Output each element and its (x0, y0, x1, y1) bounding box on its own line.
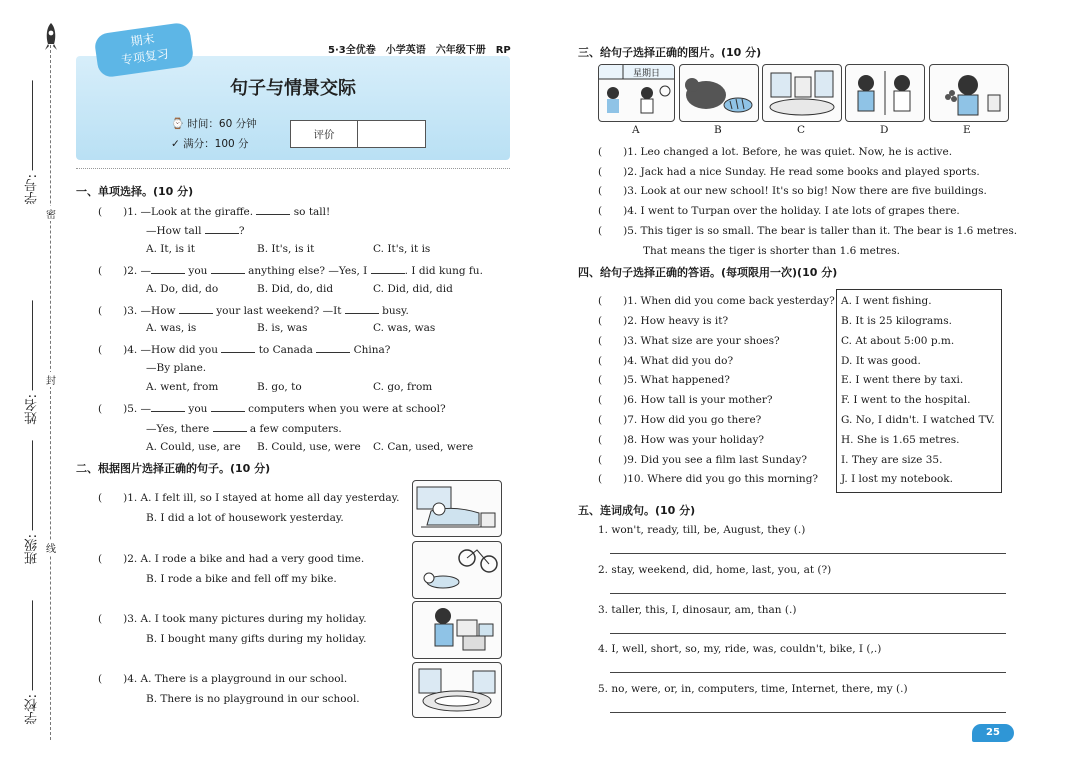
q1-option-b: B. It's, is it (257, 243, 315, 255)
pic-q2-option-a: ( )2. A. I rode a bike and had a very good time. (98, 553, 365, 565)
answer-blank[interactable] (211, 400, 245, 412)
school-field[interactable]: 学校: (23, 600, 42, 724)
s3-item-1: ( )1. Leo changed a lot. Before, he was quiet. Now, he is active. (598, 146, 953, 158)
q1-stem: ( )1. —Look at the giraffe. so tall! (98, 203, 330, 219)
q5-option-c: C. Can, used, were (373, 441, 474, 453)
s3-item-2: ( )2. Jack had a nice Sunday. He read some books and played sports. (598, 166, 980, 178)
s4-question-9: ( )9. Did you see a film last Sunday? (598, 454, 807, 466)
picture-b-bear-tiger (679, 64, 759, 122)
answer-b: B. It is 25 kilograms. (841, 315, 952, 327)
pic-q3-option-b: B. I bought many gifts during my holiday. (146, 633, 367, 645)
pic-q1-option-b: B. I did a lot of housework yesterday. (146, 512, 344, 524)
answer-e: E. I went there by taxi. (841, 374, 964, 386)
sick-in-bed-picture (412, 480, 502, 537)
s4-question-1: ( )1. When did you come back yesterday? (598, 295, 835, 307)
picture-c-new-school (762, 64, 842, 122)
seal-mark: 密 (46, 206, 56, 221)
q3-stem: ( )3. —How your last weekend? —It busy. (98, 302, 409, 318)
line-mark: 线 (46, 540, 56, 555)
q5-option-b: B. Could, use, were (257, 441, 361, 453)
s4-question-7: ( )7. How did you go there? (598, 414, 762, 426)
picture-a-sunday (598, 64, 675, 122)
page-number: 25 (972, 724, 1014, 742)
page-title: 句子与情景交际 (230, 78, 356, 99)
s3-item-3: ( )3. Look at our new school! It's so big! Now there are five buildings. (598, 185, 987, 197)
rating-box[interactable]: 评价 (290, 120, 426, 148)
s5-answer-line-1[interactable] (610, 553, 1006, 554)
s4-question-8: ( )8. How was your holiday? (598, 434, 765, 446)
header-divider (76, 168, 510, 169)
close-mark: 封 (46, 372, 56, 387)
answer-i: I. They are size 35. (841, 454, 943, 466)
answer-blank[interactable] (205, 222, 239, 234)
rocket-icon (42, 22, 60, 52)
final-review-badge: 期末 专项复习 (93, 22, 194, 79)
s4-question-6: ( )6. How tall is your mother? (598, 394, 773, 406)
answer-blank[interactable] (256, 203, 290, 215)
q3-option-a: A. was, is (146, 322, 197, 334)
s5-answer-line-2[interactable] (610, 593, 1006, 594)
answer-f: F. I went to the hospital. (841, 394, 971, 406)
answer-h: H. She is 1.65 metres. (841, 434, 960, 446)
answer-g: G. No, I didn't. I watched TV. (841, 414, 995, 426)
school-playground-picture (412, 662, 502, 718)
class-field[interactable]: 班级: (23, 440, 42, 564)
s4-question-2: ( )2. How heavy is it? (598, 315, 729, 327)
s5-answer-line-3[interactable] (610, 633, 1006, 634)
answer-j: J. I lost my notebook. (841, 473, 953, 485)
q2-stem: ( )2. — you anything else? —Yes, I . I did kung fu. (98, 262, 483, 278)
gifts-shopping-picture (412, 601, 502, 659)
q3-option-c: C. was, was (373, 322, 436, 334)
answer-d: D. It was good. (841, 355, 921, 367)
s5-words-3: 3. taller, this, I, dinosaur, am, than (.) (598, 604, 797, 616)
picture-d-quiet-active (845, 64, 925, 122)
pic-q4-option-b: B. There is no playground in our school. (146, 693, 360, 705)
picture-label-b: B (714, 124, 722, 136)
section1-title: 一、单项选择。(10 分) (76, 185, 194, 198)
picture-label-a: A (632, 124, 640, 136)
picture-label-e: E (963, 124, 971, 136)
section2-title: 二、根据图片选择正确的句子。(10 分) (76, 462, 271, 475)
section3-title: 三、给句子选择正确的图片。(10 分) (578, 46, 762, 59)
answer-c: C. At about 5:00 p.m. (841, 335, 955, 347)
score-info: ✓ 满分：100 分 (171, 138, 249, 150)
answer-blank[interactable] (221, 341, 255, 353)
section4-title: 四、给句子选择正确的答语。(每项限用一次)(10 分) (578, 266, 838, 279)
s5-answer-line-4[interactable] (610, 672, 1006, 673)
q4-stem-2: —By plane. (146, 362, 207, 374)
s5-answer-line-5[interactable] (610, 712, 1006, 713)
pic-q2-option-b: B. I rode a bike and fell off my bike. (146, 573, 337, 585)
q5-stem-2: —Yes, there a few computers. (146, 420, 342, 436)
q2-option-b: B. Did, do, did (257, 283, 334, 295)
s5-words-4: 4. I, well, short, so, my, ride, was, couldn't, bike, I (,.) (598, 643, 882, 655)
s3-item-5-cont: That means the tiger is shorter than 1.6 metres. (643, 245, 900, 257)
answer-blank[interactable] (371, 262, 405, 274)
answer-blank[interactable] (211, 262, 245, 274)
answer-blank[interactable] (179, 302, 213, 314)
rating-input[interactable] (358, 121, 425, 147)
answer-blank[interactable] (345, 302, 379, 314)
fell-off-bike-picture (412, 541, 502, 599)
check-icon: ✓ (171, 138, 184, 150)
answer-a: A. I went fishing. (841, 295, 932, 307)
pic-q3-option-a: ( )3. A. I took many pictures during my holiday. (98, 613, 367, 625)
binding-dashed-line (50, 40, 51, 740)
q5-option-a: A. Could, use, are (146, 441, 241, 453)
answer-choices-box (836, 289, 1002, 493)
picture-label-d: D (880, 124, 889, 136)
q2-option-c: C. Did, did, did (373, 283, 453, 295)
q5-stem: ( )5. — you computers when you were at school? (98, 400, 446, 416)
s4-question-4: ( )4. What did you do? (598, 355, 734, 367)
student-id-field[interactable]: 学号: (23, 80, 42, 204)
series-label: 5·3全优卷 小学英语 六年级下册 RP (328, 45, 511, 56)
s3-item-4: ( )4. I went to Turpan over the holiday. I ate lots of grapes there. (598, 205, 960, 217)
q3-option-b: B. is, was (257, 322, 308, 334)
answer-blank[interactable] (213, 420, 247, 432)
clock-icon: ⌚ (171, 118, 188, 130)
answer-blank[interactable] (151, 262, 185, 274)
q4-option-b: B. go, to (257, 381, 302, 393)
q1-stem-2: —How tall ? (146, 222, 244, 238)
q4-option-a: A. went, from (146, 381, 219, 393)
answer-blank[interactable] (316, 341, 350, 353)
q1-option-a: A. It, is it (146, 243, 195, 255)
time-info: ⌚ 时间：60 分钟 (171, 118, 257, 130)
q4-stem: ( )4. —How did you to Canada China? (98, 341, 390, 357)
section5-title: 五、连词成句。(10 分) (578, 504, 696, 517)
pic-q1-option-a: ( )1. A. I felt ill, so I stayed at home all day yesterday. (98, 492, 400, 504)
s5-words-5: 5. no, were, or, in, computers, time, Internet, there, my (.) (598, 683, 908, 695)
q2-option-a: A. Do, did, do (146, 283, 219, 295)
s4-question-5: ( )5. What happened? (598, 374, 730, 386)
sunday-label: 星期日 (633, 69, 661, 79)
s5-words-2: 2. stay, weekend, did, home, last, you, at (?) (598, 564, 832, 576)
pic-q4-option-a: ( )4. A. There is a playground in our school. (98, 673, 348, 685)
s5-words-1: 1. won't, ready, till, be, August, they (.) (598, 524, 806, 536)
s4-question-3: ( )3. What size are your shoes? (598, 335, 780, 347)
picture-e-grapes (929, 64, 1009, 122)
name-field[interactable]: 姓名: (23, 300, 42, 424)
q4-option-c: C. go, from (373, 381, 433, 393)
answer-blank[interactable] (151, 400, 185, 412)
s4-question-10: ( )10. Where did you go this morning? (598, 473, 819, 485)
q1-option-c: C. It's, it is (373, 243, 431, 255)
picture-label-c: C (797, 124, 806, 136)
s3-item-5: ( )5. This tiger is so small. The bear is taller than it. The bear is 1.6 metres. (598, 225, 1018, 237)
